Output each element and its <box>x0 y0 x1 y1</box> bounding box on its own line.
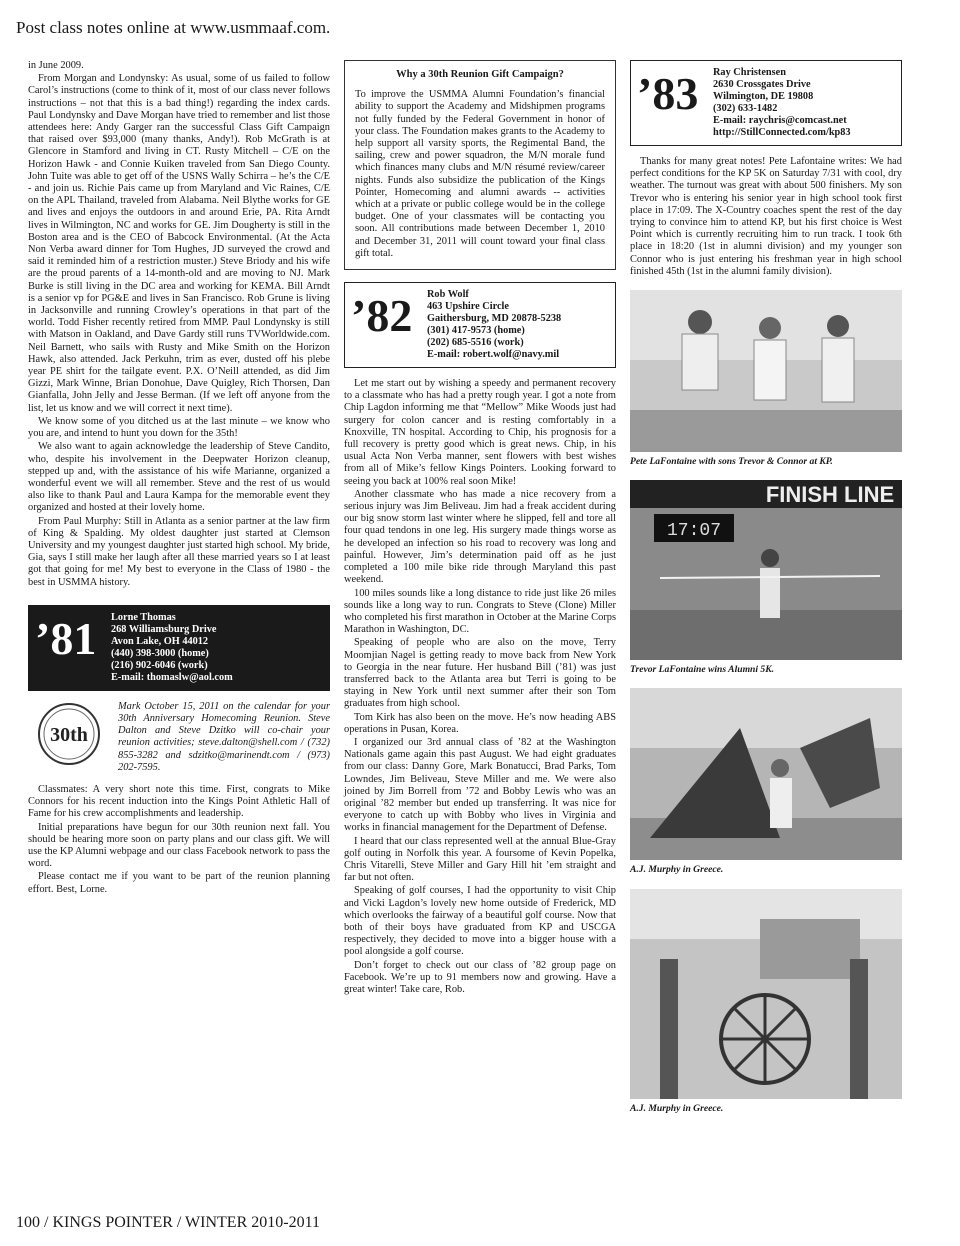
contact-name: Ray Christensen <box>713 67 786 78</box>
30th-anniversary-logo <box>28 701 110 767</box>
class-contact <box>713 67 851 139</box>
photo-caption: A.J. Murphy in Greece. <box>630 864 724 876</box>
contact-home-phone: (440) 398-3000 (home) <box>111 647 209 659</box>
contact-home-phone: (301) 417-9573 (home) <box>427 325 525 337</box>
col2-paragraph: Don’t forget to check out our class of ’82 group page on Facebook. We’re up to 91 members now and growing. Have a great winter! Take care, Rob. <box>344 959 616 995</box>
contact-street: 2630 Crossgates Drive <box>713 79 811 90</box>
photo-caption: Pete LaFontaine with sons Trevor & Connor at KP. <box>630 456 833 468</box>
contact-email: E-mail: thomaslw@aol.com <box>111 671 233 683</box>
class-year: ’82 <box>351 290 413 342</box>
gift-campaign-sidebar <box>344 60 616 270</box>
contact-phone: (302) 633-1482 <box>713 103 778 114</box>
col2-paragraph: 100 miles sounds like a long distance to ride just like 26 miles sounds like a long way to run. Congrats to Steve (Clone) Miller who completed his first marathon in October at the Marine Corps Marathon in Washington, DC. <box>344 587 616 636</box>
class-contact <box>111 612 233 684</box>
column-1 <box>28 60 330 897</box>
col3-paragraph: Thanks for many great notes! Pete Lafontaine writes: We had perfect conditions for the KP 5K on Saturday 7/31 with cool, dry weather. The turnout was great with about 500 finishers. My son Trevor who is entering his senior year in high school took first place in 17:09. The X-Country coaches spent the rest of the day trying to convince him to attend KP, but his first choice is West Point which is currently recruiting him to run track. I took 6th place in 18:20 (1st in alumni division) and my younger son Connor who is just entering his freshman year in high school finished 45th (1st in the alumni family division). <box>630 156 902 277</box>
col1-paragraph: Initial preparations have begun for our 30th reunion next fall. You should be hearing more soon on party plans and our class gift. We will use the KP Alumni webpage and our class Facebook network to pass the word. <box>28 821 330 870</box>
photo-finish-line <box>630 480 902 660</box>
finish-banner-text: FINISH LINE <box>765 482 895 508</box>
contact-website: http://StillConnected.com/kp83 <box>713 127 851 138</box>
column-3 <box>630 60 902 1127</box>
sidebar-body: To improve the USMMA Alumni Foundation’s financial ability to support the Academy and Midshipmen programs not fully funded by the Federal Government in honor of your class. The Foundation makes grants to the Academy to help support all varsity sports, the Regimental Band, the sailing, crew and power squadron, the M/N morale fund which finances many clubs and M/N résumé review/career nights. Funds also subsidize the publication of the Kings Pointer, Homecoming and alumni awards -- activities which at a private or public college would be in the college budget. One of your classmates will be contacting you soon. All contributions made between December 1, 2010 and December 31, 2011 will count toward your final class gift total. <box>355 89 605 259</box>
contact-email: E-mail: robert.wolf@navy.mil <box>427 349 560 361</box>
col2-paragraph: Speaking of people who are also on the move, Terry Moomjian Nagel is getting ready to move back from New York to Georgia in the near future. Her husband Bill (’81) was just transferred back to the Atlanta area but Terri is going to be staying in New York until next summer after their son Tom graduates from high school. <box>344 637 616 710</box>
col2-paragraph: I heard that our class represented well at the annual Blue-Gray golf outing in Norfolk this year. A foursome of Kevin Popelka, Chris Vitarelli, Steve Miller and Gary Hill hit ’em straight and far but not often. <box>344 835 616 884</box>
class-83-contact-box <box>630 60 902 146</box>
contact-street: 268 Williamsburg Drive <box>111 623 217 635</box>
photo-lafontaine-family <box>630 290 902 452</box>
logo-text: 30th <box>50 723 88 746</box>
col2-paragraph: Let me start out by wishing a speedy and permanent recovery to a classmate who has had a pretty rough year. I got a note from Chip Lagdon informing me that “Mellow” Mike Woods just had surgery for colon cancer and is resting comfortably in a Knoxville, TN hospital. According to Chip, his prognosis for a full recovery is pretty good which is great news. Chip, in his usual Acta Non Verba manner, sent flowers with best wishes from all of Mike’s fellow Kings Pointers. Looking forward to seeing you back at 100% real soon Mike! <box>344 378 616 487</box>
class-year: ’83 <box>637 68 699 119</box>
col1-paragraph: We know some of you ditched us at the last minute – we know who you are, and intend to hunt you down for the 35th! <box>28 415 330 440</box>
photo-murphy-greece-2 <box>630 889 902 1099</box>
col1-paragraph: in June 2009. <box>28 60 84 71</box>
col1-paragraph: Please contact me if you want to be part of the reunion planning effort. Best, Lorne. <box>28 871 330 895</box>
contact-name: Rob Wolf <box>427 289 469 301</box>
class-81-contact-box <box>28 605 330 691</box>
photo-caption: Trevor LaFontaine wins Alumni 5K. <box>630 664 775 676</box>
reunion-notice <box>28 701 330 774</box>
col1-paragraph: We also want to again acknowledge the leadership of Steve Candito, who, despite his involvement in the Deepwater Horizon cleanup, stepped up and, with the assistance of his wife Marianne, organized a wonderful event we will all remember. Steve and the rest of us would also like to thank Paul and Laura Kampa for the memorable event they organized and hosted at their lovely home. <box>28 441 330 514</box>
reunion-text: Mark October 15, 2011 on the calendar for your 30th Anniversary Homecoming Reunion. Steve Dalton and Steve Dzitko will co-chair your reunion activities; steve.dalton@shell.com / (732) 855-3282 and sdzitko@marinendt.com / (973) 202-7595. <box>118 700 330 773</box>
race-clock-text: 17:07 <box>666 521 722 542</box>
col2-paragraph: I organized our 3rd annual class of ’82 at the Washington Nationals game again this past August. We had eight graduates from our class: Danny Gore, Mark Bonatucci, Brad Parks, Tom Lowndes, Jim Beliveau, Steve Miller and me. We were also joined by Jim Borrell from ’72 and Bobby Lewis who was an original ’82 member but ended up transferring. It was nice for everyone to catch up with Bobby who lives in Virginia and works in financial management for the Department of Defense. <box>344 736 616 834</box>
col1-paragraph: From Paul Murphy: Still in Atlanta as a senior partner at the law firm of King & Spalding. My oldest daughter just started at Clemson University and my youngest daughter just started high school. My bride, Gia, says I still make her laugh after all these married years so I at least got that going for me! My best to everyone in the Class of 1980 - the best in USMMA history. <box>28 515 330 588</box>
col2-paragraph: Speaking of golf courses, I had the opportunity to visit Chip and Vicki Lagdon’s lovely new home outside of Frederick, MD which overlooks the fairway of a beautiful golf course. Now that both of their boys have graduated from KP and USCGA respectively, they decided to move into a bigger house with a pool alongside a golf course. <box>344 885 616 958</box>
class-contact <box>427 289 561 361</box>
contact-street: 463 Upshire Circle <box>427 301 509 313</box>
contact-name: Lorne Thomas <box>111 611 176 623</box>
col2-paragraph: Another classmate who has made a nice recovery from a serious injury was Jim Beliveau. Jim had a freak accident during our big snow storm last winter where he slipped, fell and tore all four quad tendons in one leg. His surgery made things worse as he developed an infection so his road to recovery was long and painful. However, Jim’s determination paid off as he just completed a 100 mile bike ride through Maryland this past weekend. <box>344 488 616 586</box>
contact-city: Avon Lake, OH 44012 <box>111 635 209 647</box>
class-82-contact-box <box>344 282 616 368</box>
page-header: Post class notes online at www.usmmaaf.com. <box>16 18 331 37</box>
col1-paragraph: From Morgan and Londynsky: As usual, some of us failed to follow Carol’s instructions (come to think of it, most of our class never follows instructions – not that this is a bad thing!) regarding the index cards. Paul Londynsky and Dave Morgan have tried to remember and list those attendees here: Andy Garger ran the successful Class Gift Campaign that raised over $93,000 (many thanks, Andy!). Rob McGrath is at Glencore in Stamford and living in CT. Rusty Mitchell – C/E on the Horizon Hawk - and Connie Kuiken traveled from San Diego County. John Tuite was able to get off of the USNS Wally Schirra – he’s the C/E - and join us. Richie Pais came up from Maryland and Vic Raines, C/E on the APL Thailand, traveled from Alabama. Neil Blythe works for GE and lives and enjoys the outdoors in and around Erie, PA. Rita Arndt lives in Wilmington, NC and works for GE. Jim Dougherty is still in the Boston area and is the CEO of Babcock Environmental. (At the Acta Non Verba award dinner for Tom Hughes, JD surveyed the crowd and said it reminded him of a restriction muster.) Steve Briody and his wife are the proud parents of a 14-month-old and are moving to NJ. Mark Burke is still living in the DC area and working for KEMA. Bill Arndt is a senior vp for PG&E and lives in San Francisco. Rob Grune is living in Jacksonville and running Crowley’s operations in that part of the world. Todd Fisher recently retired from MMP. Paul Londynsky is still with Matson in Oakland, and Dave Gardy still runs TVWorldwide.com. Neil Barnett, who sails with Rusty and Mike Smith on the Horizon Hawk, also attended. Jack Perkuhn, trim as ever, dusted off his plebe year PE shirt for the tailgate event. P.X. O’Neill attended, as did Jim Gizzi, Mark Winne, Brian Donohue, Dave Quigley, Rich Thorsen, Dan Gianfalla, John Jelly and Jesse Berman. (If we left off anyone from the list, let us know and we will correct it next time). <box>28 73 330 414</box>
col1-paragraph: Classmates: A very short note this time. First, congrats to Mike Connors for his recent induction into the Kings Point Athletic Hall of Fame for his crew accomplishments and leadership. <box>28 783 330 820</box>
photo-caption: A.J. Murphy in Greece. <box>630 1102 724 1114</box>
page-footer: 100 / KINGS POINTER / WINTER 2010-2011 <box>16 1214 320 1231</box>
contact-email: E-mail: raychris@comcast.net <box>713 115 847 126</box>
column-2 <box>344 60 616 997</box>
contact-work-phone: (216) 902-6046 (work) <box>111 659 208 671</box>
class-year: ’81 <box>35 612 97 664</box>
photo-murphy-greece-1 <box>630 688 902 860</box>
contact-work-phone: (202) 685-5516 (work) <box>427 337 524 349</box>
col2-paragraph: Tom Kirk has also been on the move. He’s now heading ABS operations in Pusan, Korea. <box>344 711 616 735</box>
sidebar-title: Why a 30th Reunion Gift Campaign? <box>396 69 564 80</box>
contact-city: Wilmington, DE 19808 <box>713 91 814 102</box>
contact-city: Gaithersburg, MD 20878-5238 <box>427 313 562 325</box>
